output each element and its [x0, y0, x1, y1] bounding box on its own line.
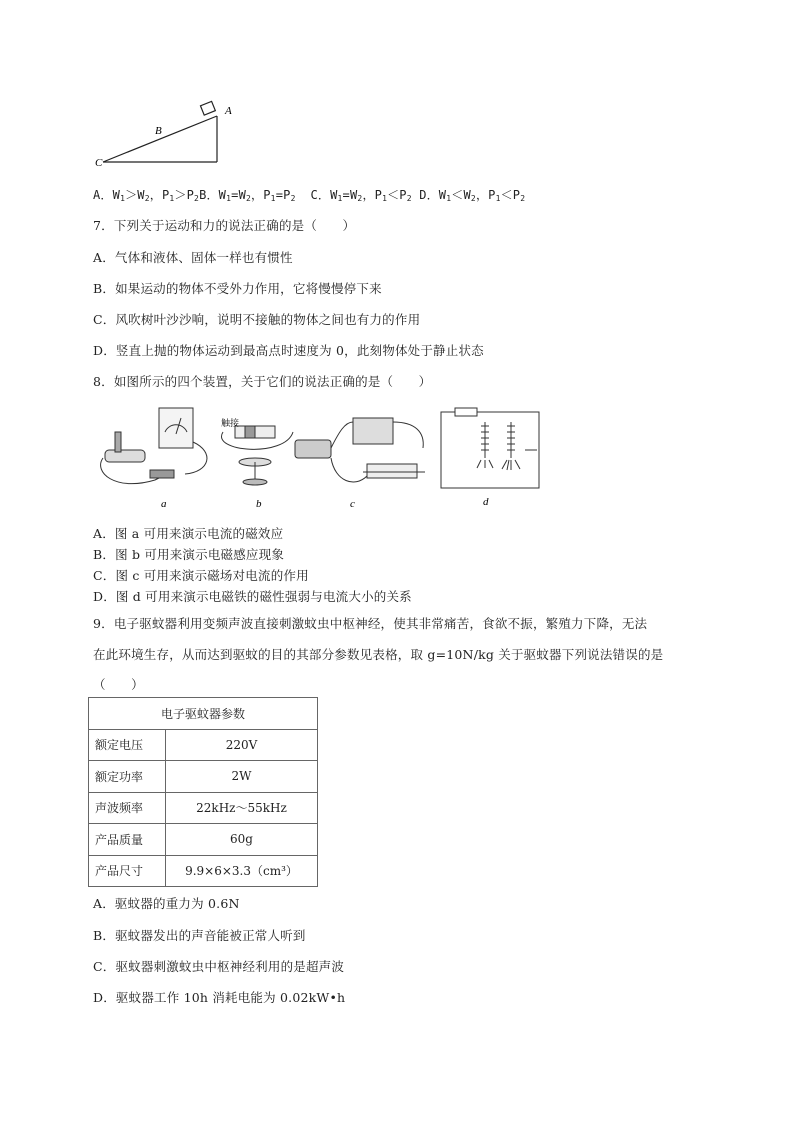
mosquito-repeller-params-table	[88, 697, 318, 887]
table-value: 22kHz～55kHz	[166, 792, 318, 824]
figure-c-motor	[295, 418, 425, 482]
table-key: 额定电压	[89, 729, 166, 761]
q8-option-d: D．图 d 可用来演示电磁铁的磁性强弱与电流大小的关系	[93, 589, 412, 604]
incline-figure	[95, 100, 245, 170]
q8-stem: 8．如图所示的四个装置，关于它们的说法正确的是（ ）	[93, 374, 432, 389]
table-row	[89, 761, 318, 793]
q8-option-c: C．图 c 可用来演示磁场对电流的作用	[93, 568, 309, 583]
table-row	[89, 792, 318, 824]
point-a-label: A	[225, 105, 232, 117]
table-value: 2W	[166, 761, 318, 793]
table-row	[89, 855, 318, 887]
q7-option-c: C．风吹树叶沙沙响，说明不接触的物体之间也有力的作用	[93, 312, 421, 327]
figure-b-text: 触接	[221, 419, 240, 429]
q9-option-d: D．驱蚊器工作 10h 消耗电能为 0.02kW•h	[93, 990, 346, 1005]
q6-options: A．$W_1>W_2$，$P_1>P_2B$．$W_1=W_2$，$P_1=P_2$ C．$W_1=W_2$，$P_1<P_2$ D．$W_1<W_2$，$P_1<P_2$	[93, 188, 526, 203]
q7-option-b: B．如果运动的物体不受外力作用，它将慢慢停下来	[93, 281, 382, 296]
q7-stem: 7．下列关于运动和力的说法正确的是（ ）	[93, 218, 356, 233]
q7-option-a: A．气体和液体、固体一样也有惯性	[93, 250, 293, 265]
table-title-row	[89, 698, 318, 730]
table-title: 电子驱蚊器参数	[89, 698, 318, 730]
q7-option-d: D．竖直上抛的物体运动到最高点时速度为 0，此刻物体处于静止状态	[93, 343, 484, 358]
table-value: 60g	[166, 824, 318, 856]
q8-option-b: B．图 b 可用来演示电磁感应现象	[93, 547, 285, 562]
point-c-label: C	[95, 157, 103, 169]
table-row	[89, 824, 318, 856]
table-row	[89, 729, 318, 761]
figure-b-oersted	[221, 426, 293, 485]
q8-apparatus-figures	[95, 402, 555, 510]
q8-option-a: A．图 a 可用来演示电流的磁效应	[93, 526, 284, 541]
q9-option-b: B．驱蚊器发出的声音能被正常人听到	[93, 928, 306, 943]
table-key: 额定功率	[89, 761, 166, 793]
q9-stem-line-3: （ ）	[93, 677, 144, 692]
q9-option-c: C．驱蚊器刺激蚊虫中枢神经利用的是超声波	[93, 959, 345, 974]
figure-c-label: c	[350, 498, 355, 510]
table-value: 9.9×6×3.3（cm³）	[166, 855, 318, 887]
figure-a-galvanometer	[101, 408, 207, 484]
point-b-label: B	[155, 125, 162, 137]
q9-stem-line-2: 在此环境生存，从而达到驱蚊的目的其部分参数见表格，取 g=10N/kg 关于驱蚊器下列说法错误的是	[93, 647, 664, 662]
figure-d-label: d	[483, 496, 489, 508]
figure-b-label: b	[256, 498, 262, 510]
table-key: 产品尺寸	[89, 855, 166, 887]
figure-d-electromagnets	[441, 408, 539, 488]
figure-a-label: a	[161, 498, 167, 510]
q9-option-a: A．驱蚊器的重力为 0.6N	[93, 896, 240, 911]
q9-stem-line-1: 9．电子驱蚊器利用变频声波直接刺激蚊虫中枢神经，使其非常痛苦，食欲不振，繁殖力下降，无法	[93, 616, 648, 631]
table-value: 220V	[166, 729, 318, 761]
table-key: 声波频率	[89, 792, 166, 824]
table-key: 产品质量	[89, 824, 166, 856]
